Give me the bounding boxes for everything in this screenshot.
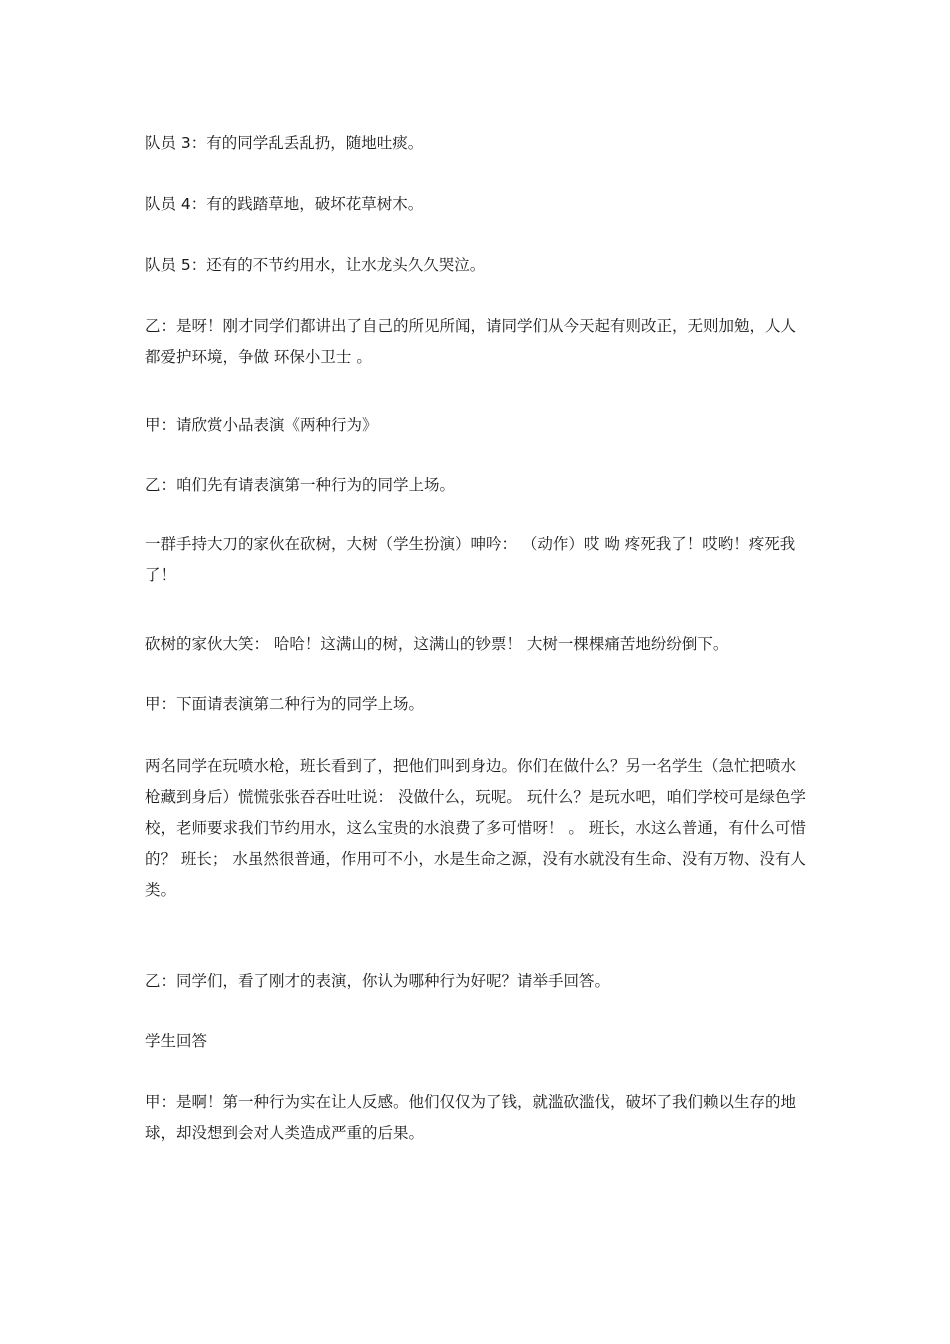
paragraph-yi-2: 乙：咱们先有请表演第一种行为的同学上场。: [145, 476, 456, 494]
paragraph-yi-1: 乙：是呀！刚才同学们都讲出了自己的所见所闻，请同学们从今天起有则改正，无则加勉，人人都爱护环境，争做 环保小卫士 。: [145, 317, 797, 366]
paragraph-jia-1: 甲：请欣赏小品表演《两种行为》: [145, 416, 378, 434]
paragraph-skit-1: 一群手持大刀的家伙在砍树，大树（学生扮演）呻吟： （动作）哎 呦 疼死我了！哎哟！疼死我了！: [145, 535, 796, 584]
paragraph-skit-3: 两名同学在玩喷水枪，班长看到了，把他们叫到身边。你们在做什么？另一名学生（急忙把喷水枪藏到身后）慌慌张张吞吞吐吐说： 没做什么，玩呢。 玩什么？是玩水吧，咱们学校可是绿色学校，老师要求我们节约用水，这么宝贵的水浪费了多可惜呀！ 。 班长，水这么普通，有什么可惜的？ 班长； 水虽然很普通，作用可不小，水是生命之源，没有水就没有生命、没有万物、没有人类。: [145, 757, 806, 899]
paragraph-member-5: 队员 5：还有的不节约用水，让水龙头久久哭泣。: [145, 256, 486, 274]
paragraph-member-3: 队员 3：有的同学乱丢乱扔，随地吐痰。: [145, 134, 424, 152]
paragraph-students-answer: 学生回答: [145, 1032, 208, 1050]
paragraph-member-4: 队员 4：有的践踏草地，破坏花草树木。: [145, 195, 424, 213]
paragraph-jia-2: 甲：下面请表演第二种行为的同学上场。: [145, 695, 425, 713]
paragraph-yi-3: 乙：同学们，看了刚才的表演，你认为哪种行为好呢？请举手回答。: [145, 972, 611, 990]
paragraph-skit-2: 砍树的家伙大笑： 哈哈！这满山的树，这满山的钞票！ 大树一棵棵痛苦地纷纷倒下。: [145, 635, 729, 653]
paragraph-jia-3: 甲：是啊！第一种行为实在让人反感。他们仅仅为了钱，就滥砍滥伐，破坏了我们赖以生存的地球，却没想到会对人类造成严重的后果。: [145, 1093, 797, 1142]
